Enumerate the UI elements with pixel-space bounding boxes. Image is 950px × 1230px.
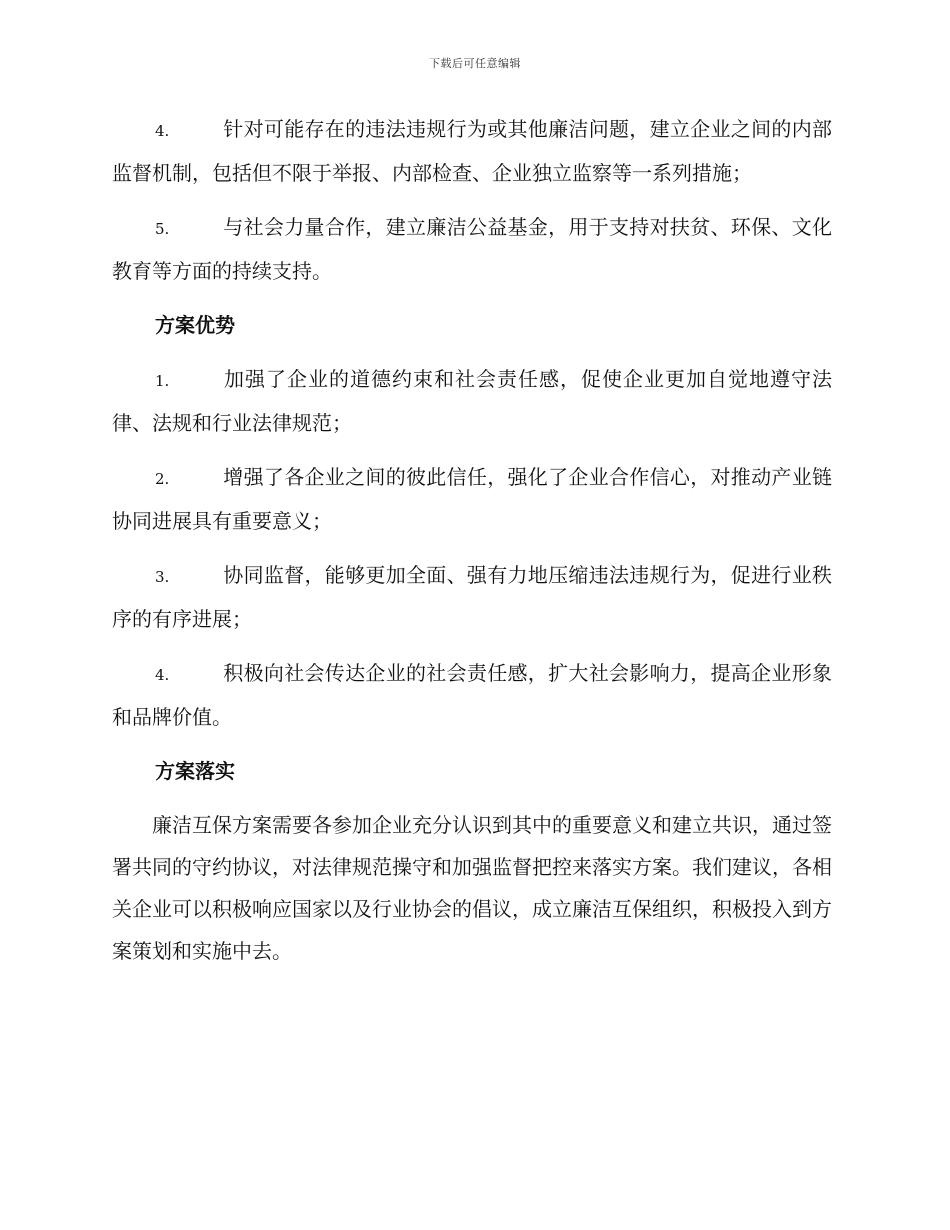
document-content (112, 108, 832, 984)
list-item-text: 加强了企业的道德约束和社会责任感，促使企业更加自觉地遵守法律、法规和行业法律规范； (112, 367, 832, 435)
list-item-number: 2. (155, 470, 170, 488)
list-item (112, 108, 832, 194)
list-item-text: 针对可能存在的违法违规行为或其他廉洁问题，建立企业之间的内部监督机制，包括但不限于举报、内部检查、企业独立监察等一系列措施； (112, 117, 832, 185)
list-item-text: 协同监督，能够更加全面、强有力地压缩违法违规行为，促进行业秩序的有序进展； (112, 563, 832, 631)
list-item-text: 与社会力量合作，建立廉洁公益基金，用于支持对扶贫、环保、文化教育等方面的持续支持。 (112, 215, 832, 283)
list-item (112, 456, 832, 542)
list-item (112, 206, 832, 292)
list-item-number: 4. (155, 666, 170, 684)
list-item (112, 554, 832, 640)
body-paragraph: 廉洁互保方案需要各参加企业充分认识到其中的重要意义和建立共识，通过签署共同的守约协议，对法律规范操守和加强监督把控来落实方案。我们建议，各相关企业可以积极响应国家以及行业协会的倡议，成立廉洁互保组织，积极投入到方案策划和实施中去。 (112, 813, 832, 963)
list-item-number: 5. (155, 220, 170, 238)
list-item-text: 积极向社会传达企业的社会责任感，扩大社会影响力，提高企业形象和品牌价值。 (112, 661, 832, 729)
list-item (112, 358, 832, 444)
list-item-number: 4. (155, 122, 170, 140)
list-item-number: 3. (155, 568, 170, 586)
section-heading-advantages: 方案优势 (155, 313, 235, 337)
list-item (112, 652, 832, 738)
header-note: 下载后可任意编辑 (429, 57, 521, 70)
section-heading-implementation: 方案落实 (155, 759, 235, 783)
list-item-number: 1. (155, 372, 170, 390)
list-item-text: 增强了各企业之间的彼此信任，强化了企业合作信心，对推动产业链协同进展具有重要意义； (112, 465, 832, 533)
